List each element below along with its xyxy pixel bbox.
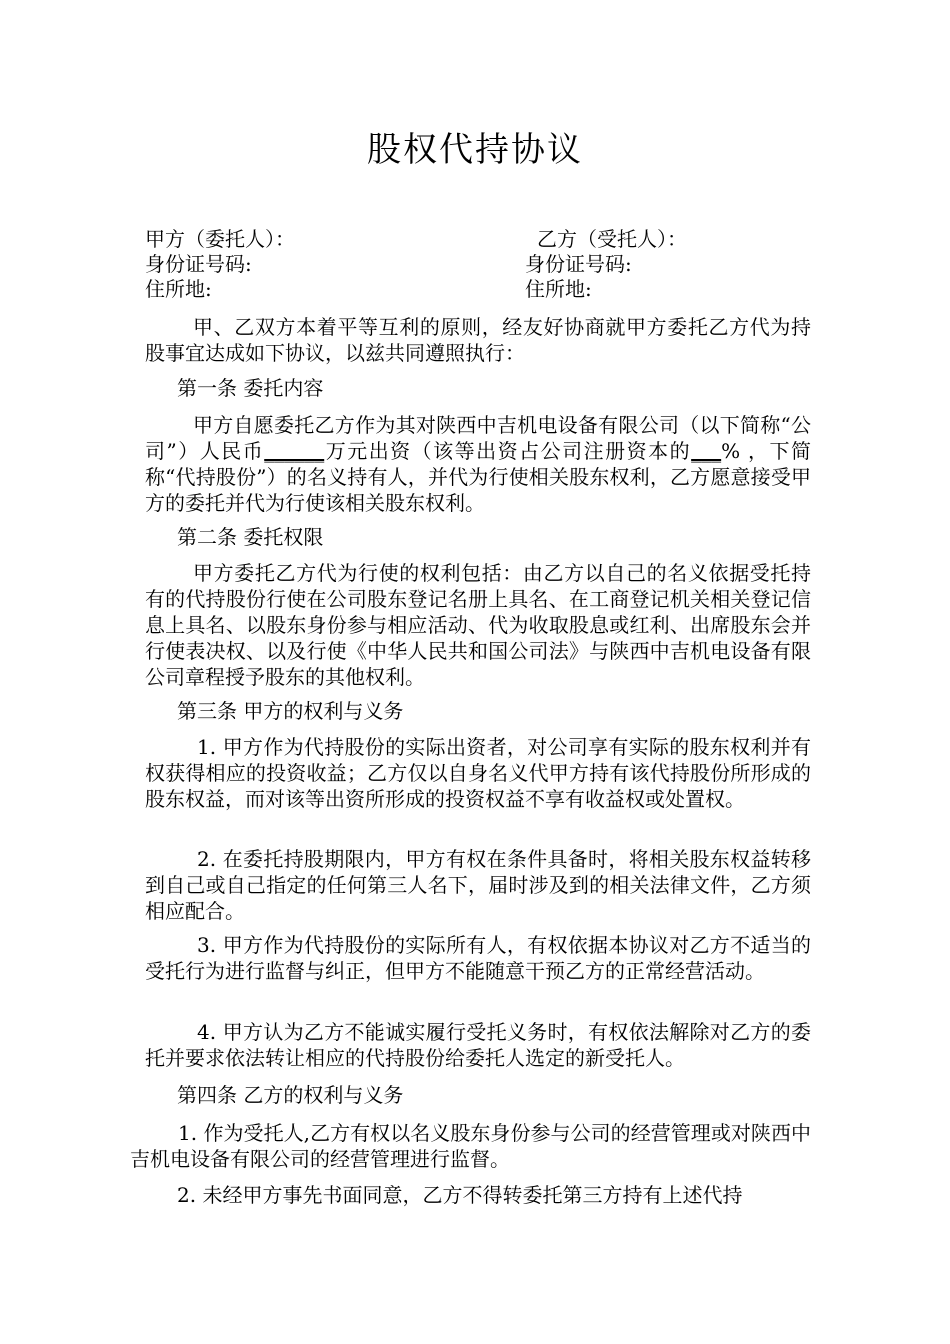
article-1-paragraph: [145, 412, 811, 516]
party-b-id-label: 身份证号码:: [525, 252, 632, 276]
party-b-label: 乙方（受托人）：: [537, 227, 687, 251]
article-3-item-4: 4. 甲方认为乙方不能诚实履行受托义务时，有权依法解除对乙方的委托并要求依法转让相应的代持股份给委托人选定的新受托人。: [145, 1020, 811, 1070]
document-title: 股权代持协议: [367, 130, 583, 170]
article-3-heading: 第三条 甲方的权利与义务: [177, 699, 404, 723]
party-b-address-label: 住所地:: [525, 277, 592, 301]
article-4-item-2: 2. 未经甲方事先书面同意，乙方不得转委托第三方持有上述代持: [177, 1183, 743, 1207]
party-a-id-label: 身份证号码:: [145, 252, 252, 276]
preamble-paragraph: 甲、乙双方本着平等互利的原则，经友好协商就甲方委托乙方代为持股事宜达成如下协议，以兹共同遵照执行：: [145, 315, 811, 365]
percent-blank: ___: [691, 439, 722, 463]
article-1-text-1: 甲方自愿委托乙方作为其对陕西中吉机电设备有限公司（以下简称“公司”）人民币: [145, 413, 811, 463]
party-a-address-label: 住所地:: [145, 277, 212, 301]
article-4-heading: 第四条 乙方的权利与义务: [177, 1083, 404, 1107]
article-3-item-2: 2. 在委托持股期限内，甲方有权在条件具备时，将相关股东权益转移到自己或自己指定的任何第三人名下，届时涉及到的相关法律文件，乙方须相应配合。: [145, 847, 811, 923]
article-1-text-3: % ，下简称“代持股份”）的名义持有人，并代为行使相关股东权利，乙方愿意接受甲方的委托并代为行使该相关股东权利。: [145, 439, 811, 515]
amount-blank: ______: [264, 439, 325, 463]
article-4-item-1: 1. 作为受托人,乙方有权以名义股东身份参与公司的经营管理或对陕西中吉机电设备有限公司的经营管理进行监督。: [130, 1121, 811, 1171]
article-2-heading: 第二条 委托权限: [177, 525, 324, 549]
party-a-label: 甲方（委托人）：: [145, 227, 295, 251]
article-2-paragraph: 甲方委托乙方代为行使的权利包括：由乙方以自己的名义依据受托持有的代持股份行使在公司股东登记名册上具名、在工商登记机关相关登记信息上具名、以股东身份参与相应活动、代为收取股息或红利、出席股东会并行使表决权、以及行使《中华人民共和国公司法》与陕西中吉机电设备有限公司章程授予股东的其他权利。: [145, 561, 811, 689]
article-3-item-1: 1. 甲方作为代持股份的实际出资者，对公司享有实际的股东权利并有权获得相应的投资收益；乙方仅以自身名义代甲方持有该代持股份所形成的股东权益，而对该等出资所形成的投资权益不享有收益权或处置权。: [145, 735, 811, 811]
article-1-text-2: 万元出资（该等出资占公司注册资本的: [324, 439, 692, 463]
article-1-heading: 第一条 委托内容: [177, 376, 324, 400]
article-3-item-3: 3. 甲方作为代持股份的实际所有人，有权依据本协议对乙方不适当的受托行为进行监督与纠正，但甲方不能随意干预乙方的正常经营活动。: [145, 933, 811, 983]
